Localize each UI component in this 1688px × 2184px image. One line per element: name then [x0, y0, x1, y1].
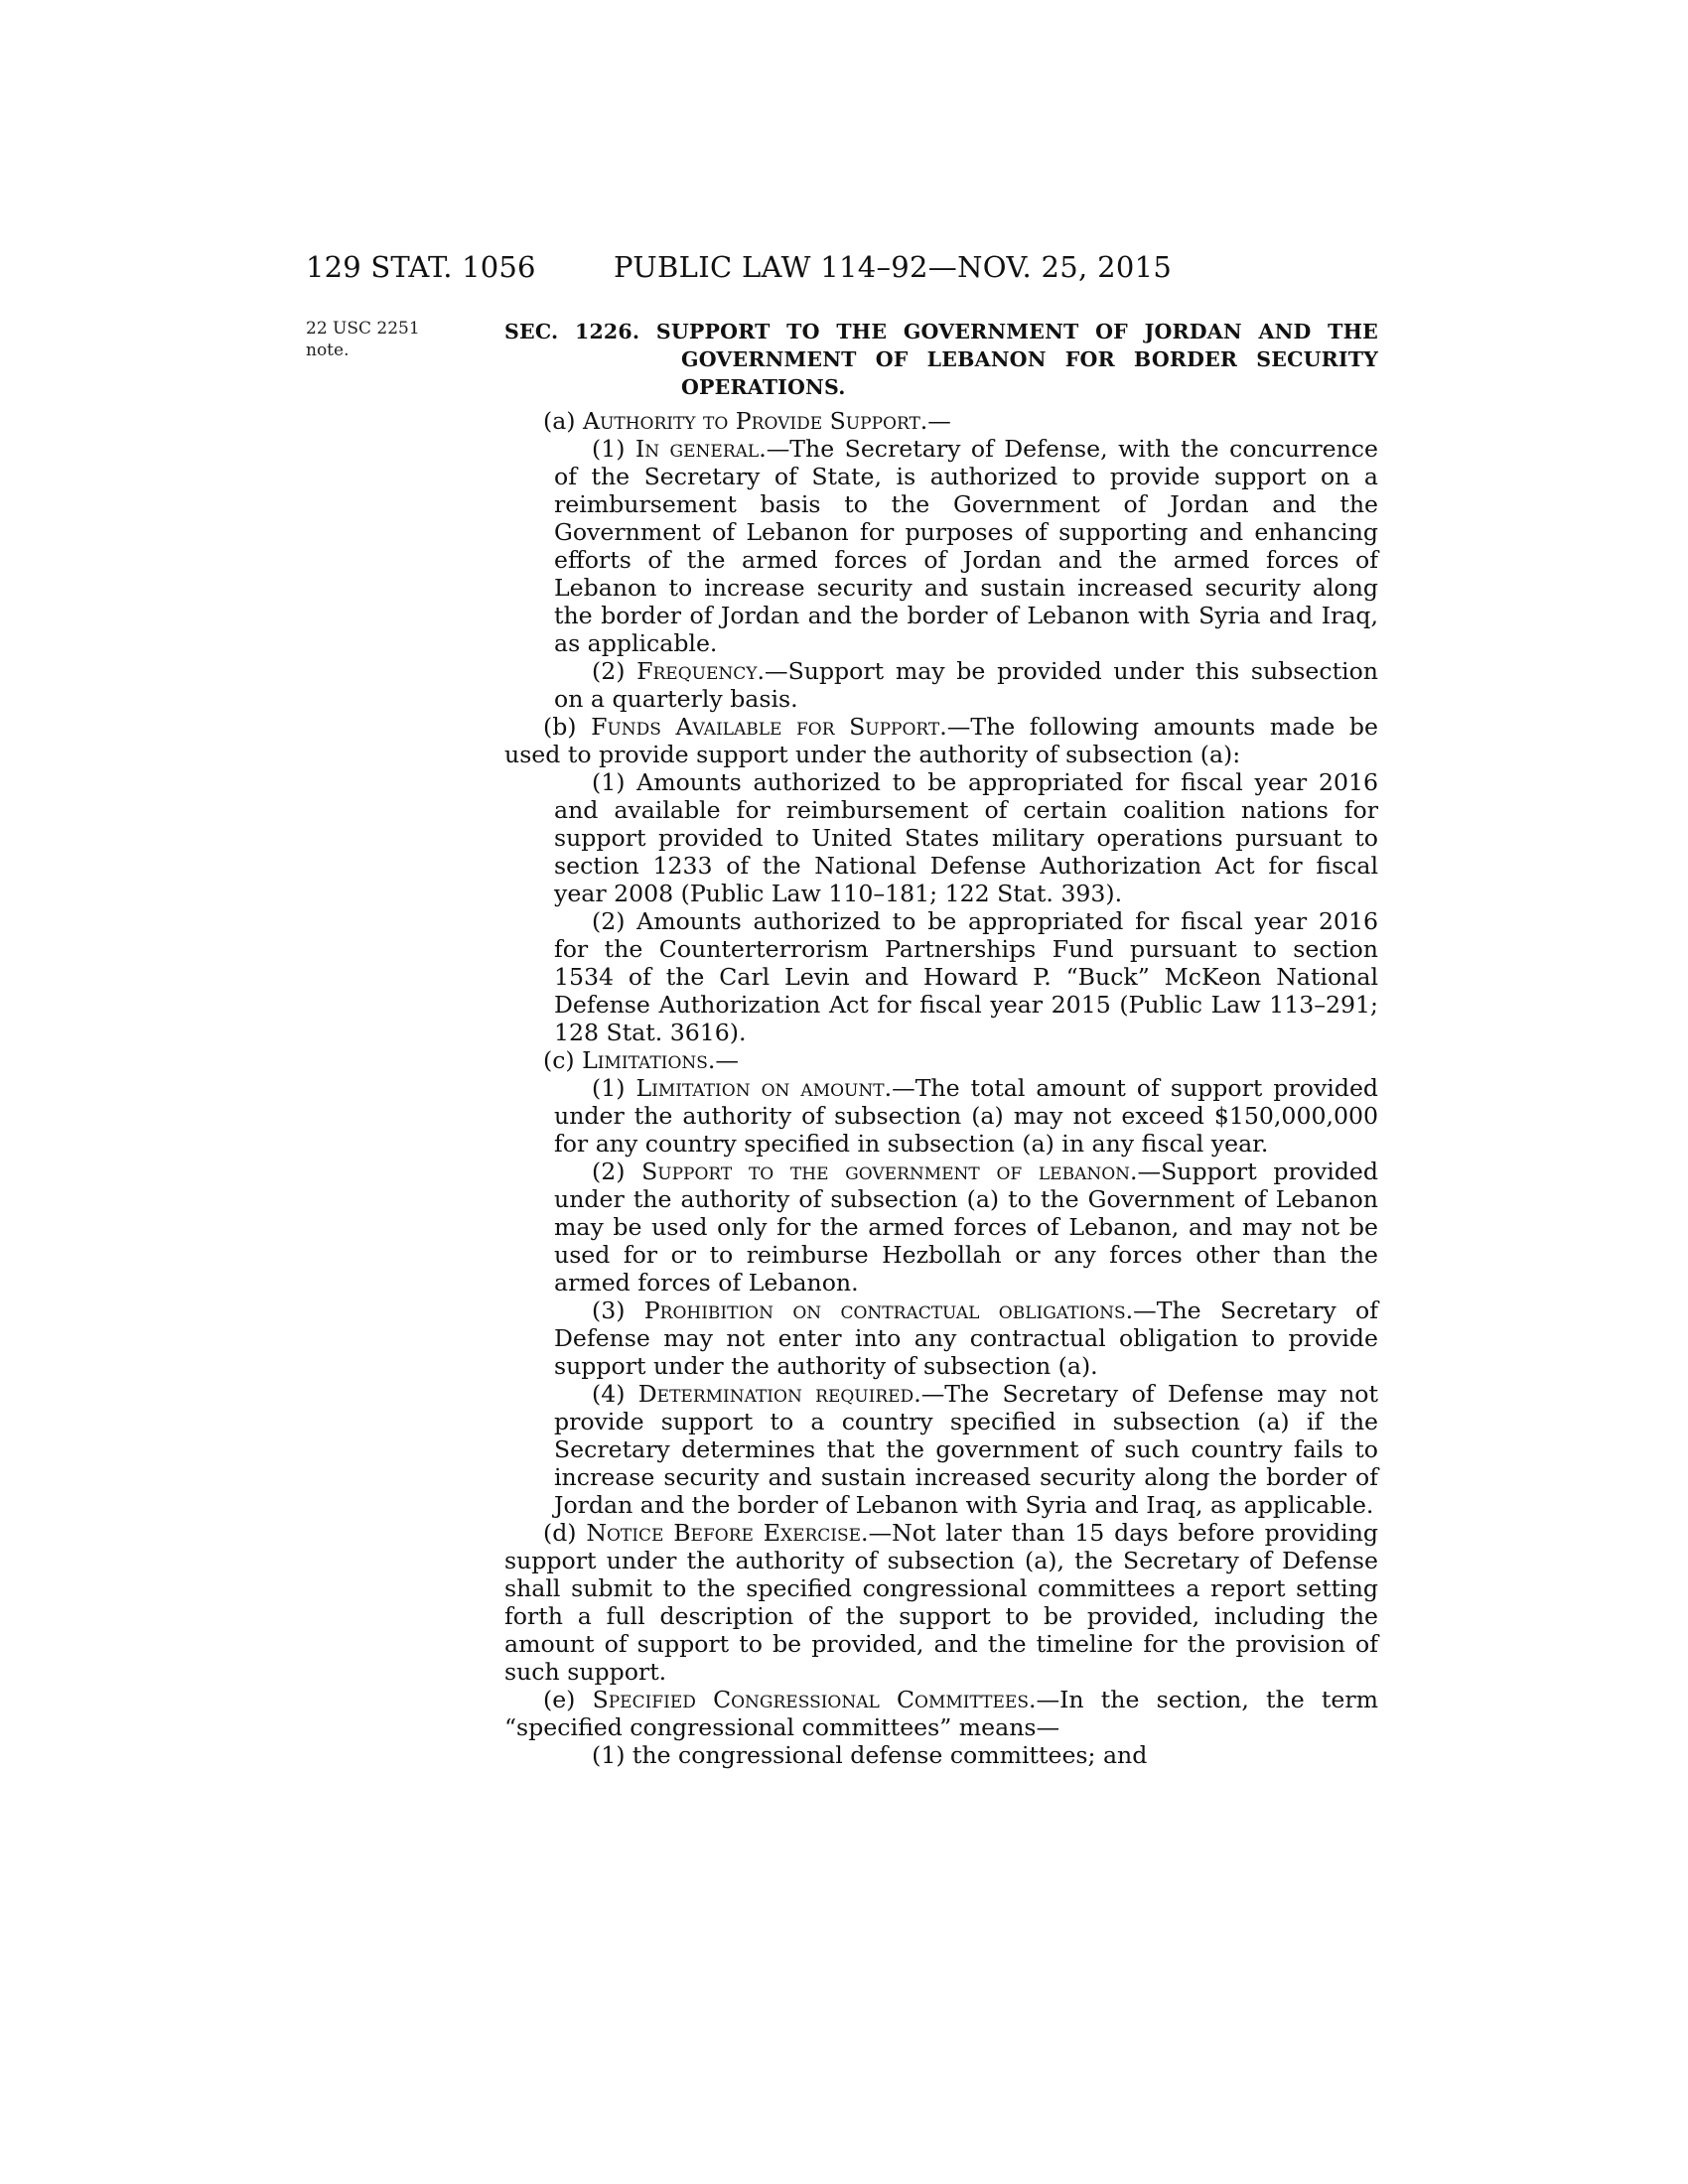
paragraph-b1: (1) Amounts authorized to be appropriated for fiscal year 2016 and available for reimbursement of certain coalition nations for support provided to United States military operations pursuant to section 1233 of the National Defense Authorization Act for fiscal year 2008 (Public Law 110–181; 122 Stat. 393). — [554, 768, 1378, 907]
subsection-text: —In the section, the term “specified congressional committees” means— — [504, 1686, 1378, 1741]
paragraph-c4 — [504, 1380, 1378, 1519]
paragraph-title: Prohibition on contractual obligations. — [643, 1297, 1134, 1324]
section-body — [504, 407, 1378, 1769]
paragraph-title: Frequency. — [636, 657, 765, 685]
paragraph-text: —The Secretary of Defense may not enter into any contractual obligation to provide support under the authority of subsection (a). — [554, 1297, 1378, 1380]
subsection-b — [504, 713, 1378, 768]
subsection-title: Funds Available for Support. — [591, 713, 947, 741]
subsection-title: Notice Before Exercise. — [586, 1519, 869, 1547]
subsection-label: (e) — [543, 1686, 593, 1713]
paragraph-text: —The Secretary of Defense may not provide support to a country specified in subsection (a) if the Secretary determines that the government of such country fails to increase security and sustain increased security along the border of Jordan and the border of Lebanon with Syria and Iraq, as applicable. — [554, 1380, 1378, 1519]
paragraph-label: (2) — [592, 657, 637, 685]
paragraph-label: (4) — [592, 1380, 638, 1408]
section-1226 — [504, 318, 1378, 1769]
paragraph-title: In general. — [634, 435, 767, 463]
subsection-label: (c) — [543, 1046, 583, 1074]
subsection-text: —The following amounts made be used to provide support under the authority of subsection (a): — [504, 713, 1378, 768]
paragraph-c3 — [504, 1297, 1378, 1380]
subsection-e — [504, 1686, 1378, 1741]
paragraph-a1 — [504, 435, 1378, 657]
paragraph-label: (1) — [592, 1074, 636, 1102]
subsection-d — [504, 1519, 1378, 1686]
margin-note — [306, 318, 420, 361]
paragraph-text: —Support provided under the authority of subsection (a) to the Government of Lebanon may be used only for the armed forces of Lebanon, and may not be used for or to reimburse Hezbollah or any forces other than the armed forces of Lebanon. — [554, 1158, 1378, 1297]
paragraph-c2 — [504, 1158, 1378, 1297]
paragraph-title: Limitation on amount. — [635, 1074, 893, 1102]
paragraph-label: (3) — [592, 1297, 644, 1324]
subsection-title: Authority to Provide Support.— — [582, 407, 951, 435]
paragraph-title: Support to the government of lebanon. — [641, 1158, 1138, 1185]
running-head: PUBLIC LAW 114–92—NOV. 25, 2015 — [614, 250, 1173, 284]
page-header — [0, 250, 1688, 290]
subsection-a-heading — [504, 407, 1378, 435]
margin-note-citation: 22 USC 2251 — [306, 319, 420, 339]
subsection-label: (d) — [543, 1519, 587, 1547]
paragraph-label: (1) — [592, 435, 635, 463]
margin-note-label: note. — [306, 341, 350, 360]
subsection-title: Specified Congressional Committees. — [592, 1686, 1037, 1713]
paragraph-label: (2) — [592, 1158, 642, 1185]
subsection-title: Limitations.— — [582, 1046, 739, 1074]
paragraph-text: —The total amount of support provided under the authority of subsection (a) may not exceed $150,000,000 for any country specified in subsection (a) in any fiscal year. — [554, 1074, 1379, 1158]
subsection-c-heading — [504, 1046, 1378, 1074]
paragraph-text: —The Secretary of Defense, with the concurrence of the Secretary of State, is authorized to provide support on a reimbursement basis to the Government of Jordan and the Government of Lebanon for purposes of supporting and enhancing efforts of the armed forces of Jordan and the armed forces of Lebanon to increase security and sustain increased security along the border of Jordan and the border of Lebanon with Syria and Iraq, as applicable. — [554, 435, 1378, 657]
subsection-label: (a) — [543, 407, 583, 435]
paragraph-text: —Support may be provided under this subsection on a quarterly basis. — [554, 657, 1379, 713]
paragraph-title: Determination required. — [637, 1380, 921, 1408]
paragraph-e1: (1) the congressional defense committees; and — [592, 1741, 1148, 1769]
paragraph-a2 — [504, 657, 1378, 713]
paragraph-c1 — [504, 1074, 1378, 1158]
paragraph-b2: (2) Amounts authorized to be appropriated for fiscal year 2016 for the Counterterrorism Partnerships Fund pursuant to section 1534 of the Carl Levin and Howard P. “Buck” McKeon National Defense Authorization Act for fiscal year 2015 (Public Law 113–291; 128 Stat. 3616). — [554, 907, 1378, 1046]
subsection-label: (b) — [543, 713, 592, 741]
section-heading: SEC. 1226. SUPPORT TO THE GOVERNMENT OF JORDAN AND THE GOVERNMENT OF LEBANON FOR BORDER SECURITY OPERATIONS. — [504, 320, 1378, 399]
page-number: 129 STAT. 1056 — [306, 250, 536, 284]
subsection-text: —Not later than 15 days before providing support under the authority of subsection (a), the Secretary of Defense shall submit to the specified congressional committees a report setting forth a full description of the support to be provided, including the amount of support to be provided, and the timeline for the provision of such support. — [504, 1519, 1378, 1686]
